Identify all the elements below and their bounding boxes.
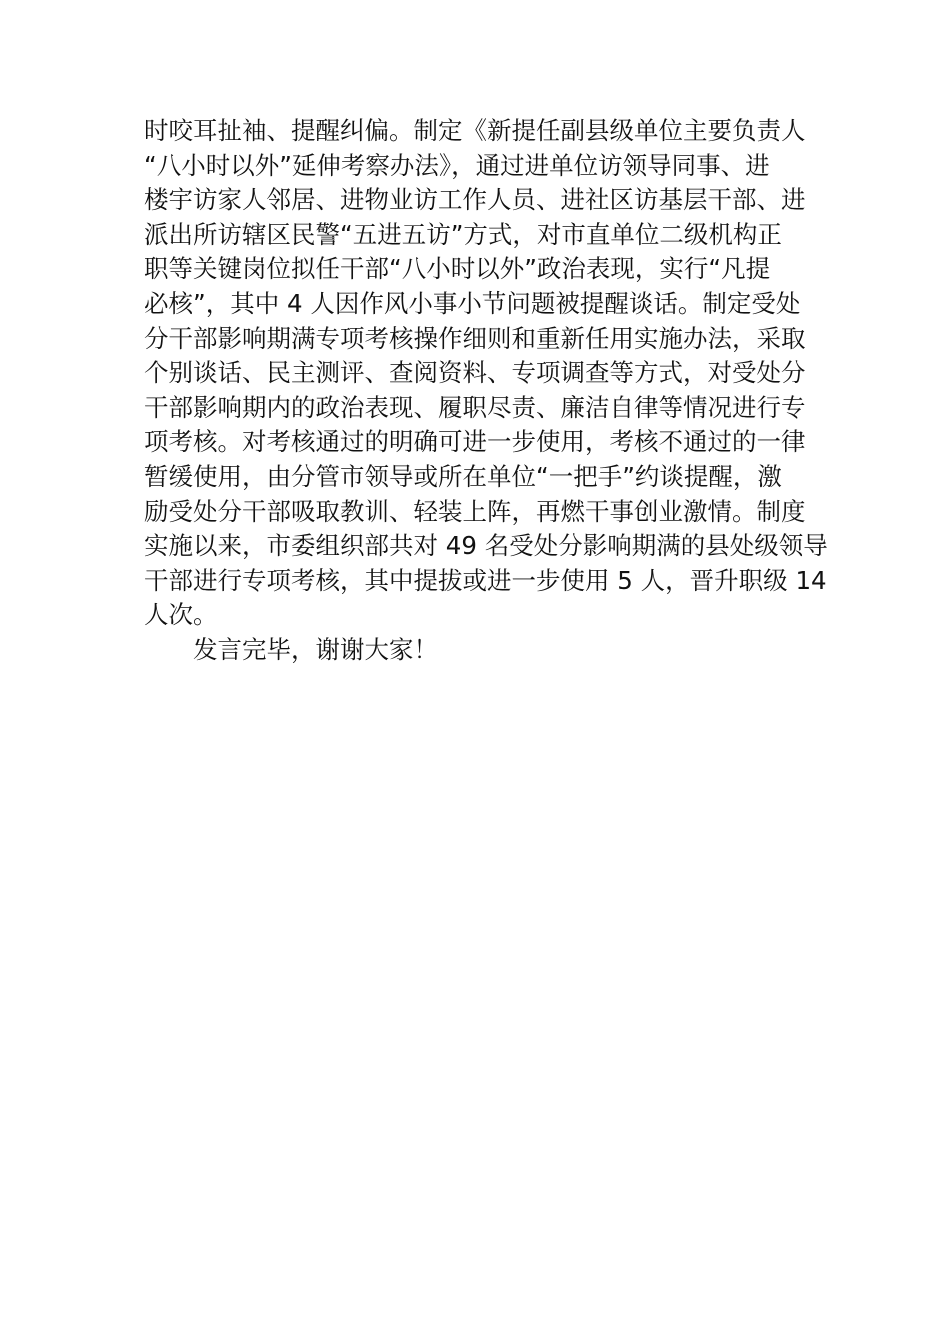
closing-line: 发言完毕，谢谢大家！ (144, 634, 438, 664)
text-line: 干部进行专项考核，其中提拔或进一步使用 5 人，晋升职级 14 (144, 565, 827, 595)
text-line: 励受处分干部吸取教训、轻装上阵，再燃干事创业激情。制度 (144, 496, 806, 526)
text-line: 项考核。对考核通过的明确可进一步使用，考核不通过的一律 (144, 427, 806, 457)
text-line: 个别谈话、民主测评、查阅资料、专项调查等方式，对受处分 (144, 358, 806, 388)
text-line: 人次。 (144, 600, 218, 630)
text-line: 分干部影响期满专项考核操作细则和重新任用实施办法，采取 (144, 323, 806, 353)
text-line: 时咬耳扯袖、提醒纠偏。制定《新提任副县级单位主要负责人 (144, 116, 806, 145)
text-line: 实施以来，市委组织部共对 49 名受处分影响期满的县处级领导 (144, 531, 828, 561)
text-line: 派出所访辖区民警“五进五访”方式，对市直单位二级机构正 (144, 219, 782, 249)
text-line: 干部影响期内的政治表现、履职尽责、廉洁自律等情况进行专 (144, 392, 806, 422)
body-text (144, 114, 828, 668)
text-line: 职等关键岗位拟任干部“八小时以外”政治表现，实行“凡提 (144, 254, 771, 284)
text-line: 暂缓使用，由分管市领导或所在单位“一把手”约谈提醒，激 (144, 461, 782, 491)
text-line: “八小时以外”延伸考察办法》，通过进单位访领导同事、进 (144, 150, 770, 180)
text-line: 必核”，其中 4 人因作风小事小节问题被提醒谈话。制定受处 (144, 288, 801, 318)
text-line: 楼宇访家人邻居、进物业访工作人员、进社区访基层干部、进 (144, 185, 806, 215)
